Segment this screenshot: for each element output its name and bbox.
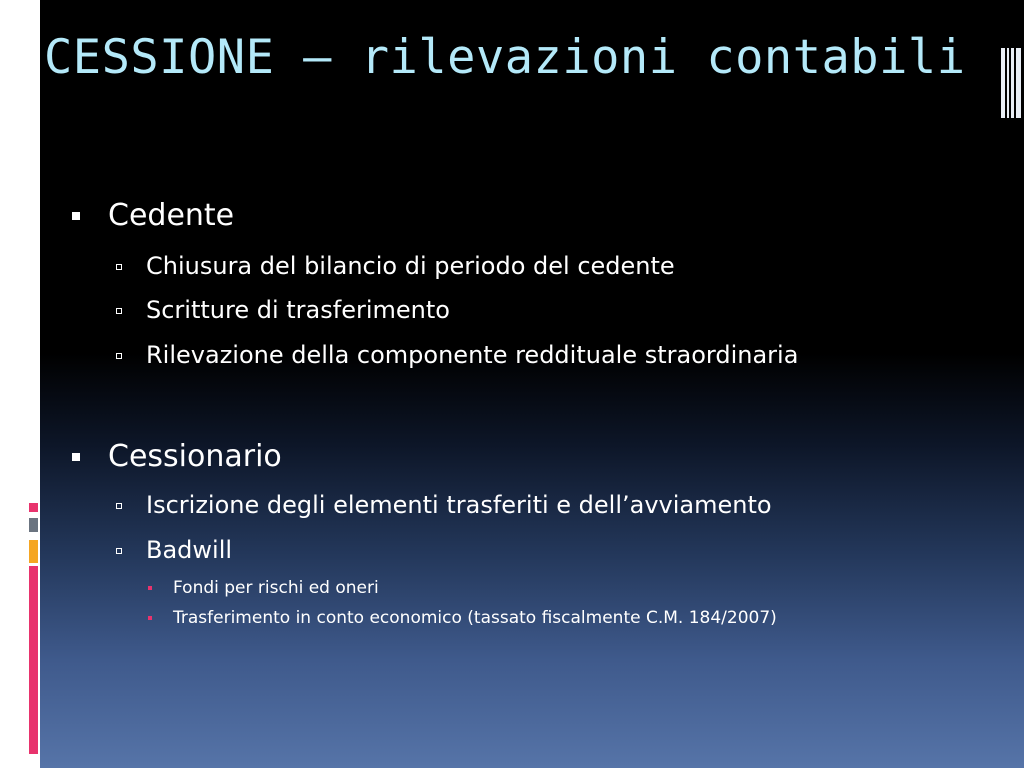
bullet-hollow-square [116, 548, 122, 554]
outline-subitem: Chiusura del bilancio di periodo del cedente [146, 252, 675, 280]
bullet-small-pink [148, 586, 152, 590]
bullet-hollow-square [116, 264, 122, 270]
bullet-small-pink [148, 616, 152, 620]
outline-item-cessionario: Cessionario [108, 439, 282, 474]
outline-subitem: Iscrizione degli elementi trasferiti e dell’avviamento [146, 491, 772, 519]
outline-subitem-badwill: Badwill [146, 536, 233, 564]
outline-subsubitem: Fondi per rischi ed oneri [173, 578, 379, 598]
outline-item-cedente: Cedente [108, 198, 235, 233]
outline-subitem: Scritture di trasferimento [146, 296, 450, 324]
bullet-square [72, 212, 80, 220]
bullet-hollow-square [116, 503, 122, 509]
slide-title: CESSIONE – rilevazioni contabili [44, 30, 966, 85]
bullet-square [72, 453, 80, 461]
outline-subitem: Rilevazione della componente reddituale straordinaria [146, 341, 799, 369]
outline-subsubitem: Trasferimento in conto economico (tassato fiscalmente C.M. 184/2007) [173, 608, 777, 628]
bullet-hollow-square [116, 353, 122, 359]
bullet-hollow-square [116, 308, 122, 314]
